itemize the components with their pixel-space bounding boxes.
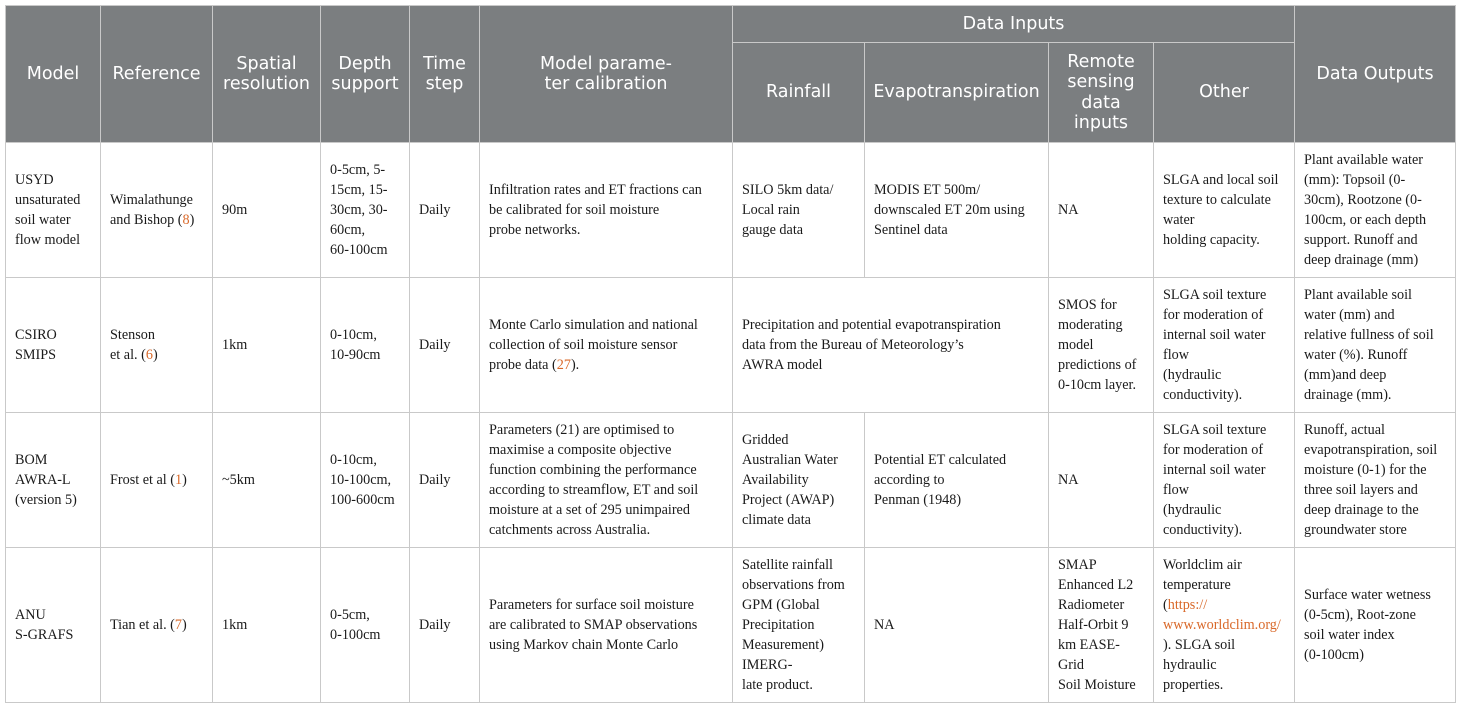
cell-model: ANU S-GRAFS	[6, 548, 101, 703]
cell-time-step: Daily	[410, 413, 480, 548]
soil-moisture-models-table	[5, 5, 1456, 703]
cell-calibration: Parameters for surface soil moisture are calibrated to SMAP observations using Markov chain Monte Carlo	[480, 548, 733, 703]
header-calibration: Model parame- ter calibration	[480, 6, 733, 143]
cell-depth-support: 0-10cm, 10-100cm, 100-600cm	[321, 413, 410, 548]
reference-link[interactable]: 7	[174, 617, 182, 633]
cell-model: CSIRO SMIPS	[6, 278, 101, 413]
cell-reference: Stenson et al. (6)	[101, 278, 213, 413]
cell-model: BOM AWRA-L (version 5)	[6, 413, 101, 548]
header-time-step: Time step	[410, 6, 480, 143]
cell-spatial-resolution: ~5km	[213, 413, 321, 548]
cell-depth-support: 0-5cm, 5- 15cm, 15- 30cm, 30- 60cm, 60-100cm	[321, 143, 410, 278]
table-row	[6, 278, 1456, 413]
header-evapotranspiration: Evapotranspiration	[865, 43, 1049, 143]
cell-other: SLGA soil texture for moderation of internal soil water flow (hydraulic conductivity).	[1154, 413, 1295, 548]
cell-evapotranspiration: Potential ET calculated according to Penman (1948)	[865, 413, 1049, 548]
reference-link[interactable]: 27	[556, 357, 571, 373]
worldclim-link[interactable]: https:// www.worldclim.org/	[1163, 597, 1281, 633]
reference-link[interactable]: 1	[175, 472, 183, 488]
cell-data-outputs: Runoff, actual evapotranspiration, soil moisture (0-1) for the three soil layers and deep drainage to the groundwater store	[1295, 413, 1456, 548]
cell-time-step: Daily	[410, 548, 480, 703]
reference-link[interactable]: 8	[182, 212, 190, 228]
cell-remote-sensing: NA	[1049, 143, 1154, 278]
reference-link[interactable]: 6	[145, 347, 153, 363]
cell-depth-support: 0-5cm, 0-100cm	[321, 548, 410, 703]
cell-evapotranspiration: NA	[865, 548, 1049, 703]
cell-time-step: Daily	[410, 278, 480, 413]
cell-spatial-resolution: 90m	[213, 143, 321, 278]
header-other: Other	[1154, 43, 1295, 143]
header-data-inputs: Data Inputs	[733, 6, 1295, 43]
cell-calibration: Infiltration rates and ET fractions can be calibrated for soil moisture probe networks.	[480, 143, 733, 278]
cell-evapotranspiration: MODIS ET 500m/ downscaled ET 20m using Sentinel data	[865, 143, 1049, 278]
cell-model: USYD unsaturated soil water flow model	[6, 143, 101, 278]
header-reference: Reference	[101, 6, 213, 143]
cell-rainfall: Satellite rainfall observations from GPM (Global Precipitation Measurement) IMERG- late product.	[733, 548, 865, 703]
cell-other: Worldclim air temperature (https:// www.worldclim.org/ ). SLGA soil hydraulic properties.	[1154, 548, 1295, 703]
cell-spatial-resolution: 1km	[213, 548, 321, 703]
header-data-outputs: Data Outputs	[1295, 6, 1456, 143]
table-row	[6, 413, 1456, 548]
cell-reference: Wimalathunge and Bishop (8)	[101, 143, 213, 278]
cell-rainfall: SILO 5km data/ Local rain gauge data	[733, 143, 865, 278]
cell-remote-sensing: SMAP Enhanced L2 Radiometer Half-Orbit 9 km EASE- Grid Soil Moisture	[1049, 548, 1154, 703]
cell-other: SLGA and local soil texture to calculate water holding capacity.	[1154, 143, 1295, 278]
cell-time-step: Daily	[410, 143, 480, 278]
header-model: Model	[6, 6, 101, 143]
cell-calibration: Parameters (21) are optimised to maximise a composite objective function combining the performance according to streamflow, ET and soil moisture at a set of 295 unimpaired catchments across Australia.	[480, 413, 733, 548]
header-rainfall: Rainfall	[733, 43, 865, 143]
cell-data-outputs: Plant available soil water (mm) and relative fullness of soil water (%). Runoff (mm)and deep drainage (mm).	[1295, 278, 1456, 413]
cell-remote-sensing: SMOS for moderating model predictions of 0-10cm layer.	[1049, 278, 1154, 413]
cell-calibration: Monte Carlo simulation and national collection of soil moisture sensor probe data (27).	[480, 278, 733, 413]
header-remote-sensing: Remote sensing data inputs	[1049, 43, 1154, 143]
cell-other: SLGA soil texture for moderation of internal soil water flow (hydraulic conductivity).	[1154, 278, 1295, 413]
cell-rainfall: Gridded Australian Water Availability Project (AWAP) climate data	[733, 413, 865, 548]
cell-data-outputs: Surface water wetness (0-5cm), Root-zone soil water index (0-100cm)	[1295, 548, 1456, 703]
table-row	[6, 548, 1456, 703]
cell-reference: Frost et al (1)	[101, 413, 213, 548]
cell-reference: Tian et al. (7)	[101, 548, 213, 703]
cell-remote-sensing: NA	[1049, 413, 1154, 548]
cell-rainfall-evapotranspiration: Precipitation and potential evapotranspiration data from the Bureau of Meteorology’s AWRA model	[733, 278, 1049, 413]
table-row	[6, 143, 1456, 278]
header-spatial-resolution: Spatial resolution	[213, 6, 321, 143]
header-depth-support: Depth support	[321, 6, 410, 143]
cell-data-outputs: Plant available water (mm): Topsoil (0- 30cm), Rootzone (0- 100cm, or each depth support. Runoff and deep drainage (mm)	[1295, 143, 1456, 278]
cell-spatial-resolution: 1km	[213, 278, 321, 413]
cell-depth-support: 0-10cm, 10-90cm	[321, 278, 410, 413]
